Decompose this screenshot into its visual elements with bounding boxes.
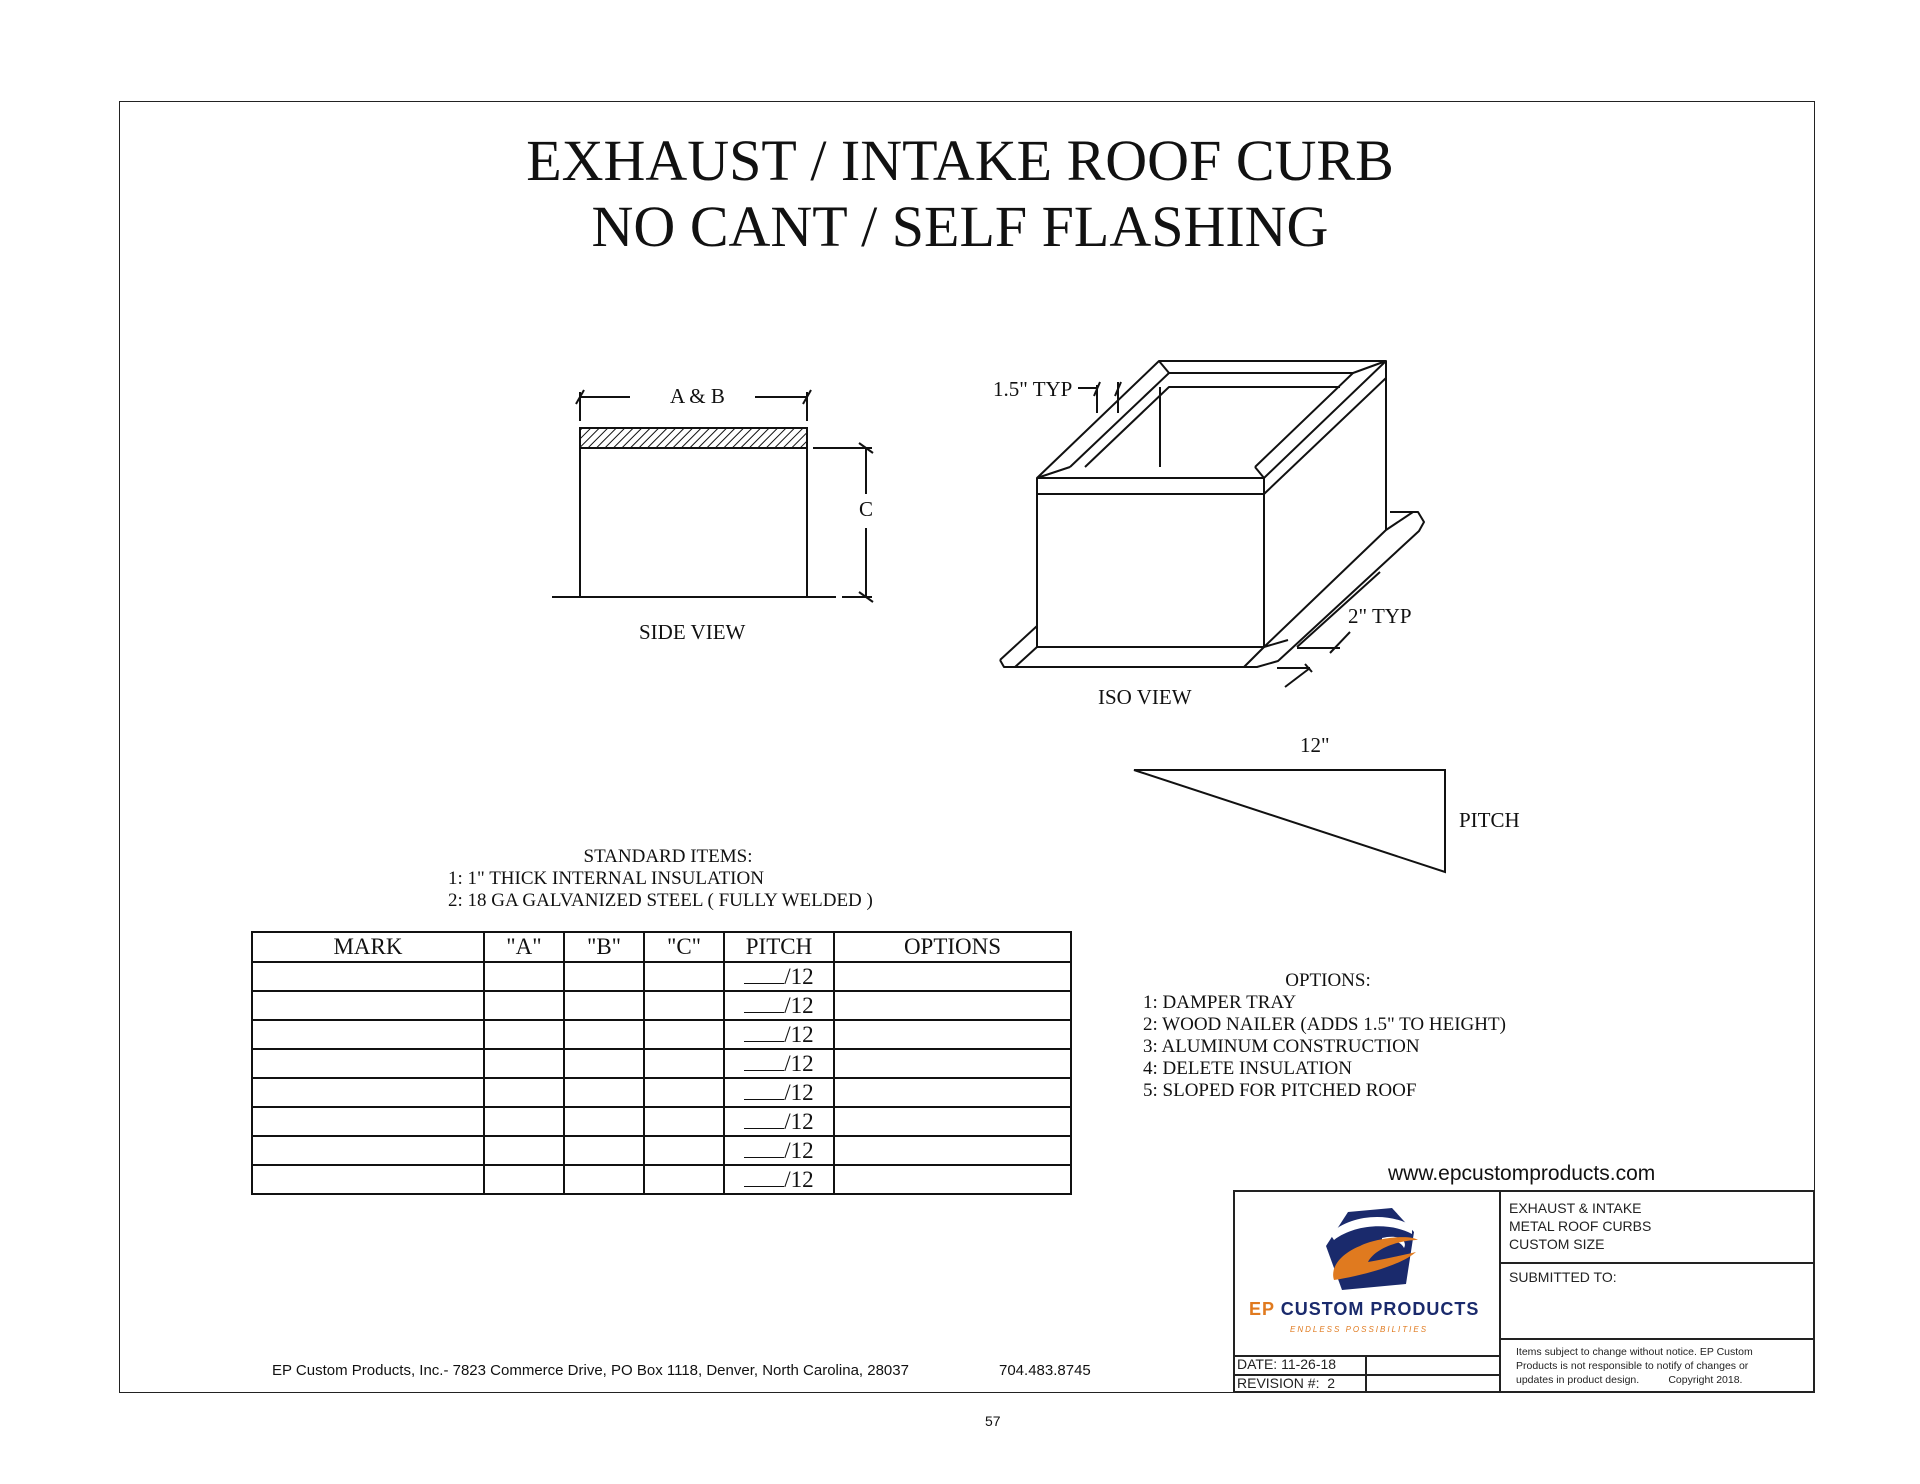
logo-ep-text: EP — [1249, 1299, 1275, 1319]
standard-item: 2: 18 GA GALVANIZED STEEL ( FULLY WELDED ) — [448, 890, 873, 911]
pitch-suffix: /12 — [784, 1138, 814, 1163]
options-cell[interactable] — [834, 1136, 1071, 1165]
b-cell[interactable] — [564, 1049, 644, 1078]
product-line: CUSTOM SIZE — [1509, 1236, 1605, 1252]
b-cell[interactable] — [564, 1078, 644, 1107]
disclaimer-line: Items subject to change without notice. EP Custom — [1516, 1346, 1753, 1358]
c-cell[interactable] — [644, 991, 724, 1020]
a-cell[interactable] — [484, 1020, 564, 1049]
page-title-line2: NO CANT / SELF FLASHING — [591, 194, 1329, 259]
side-view-width-label: A & B — [670, 384, 725, 408]
options-cell[interactable] — [834, 1165, 1071, 1194]
table-row — [252, 1020, 1071, 1049]
company-address: EP Custom Products, Inc.- 7823 Commerce Drive, PO Box 1118, Denver, North Carolina, 28037 — [272, 1362, 909, 1379]
c-cell[interactable] — [644, 1078, 724, 1107]
disclaimer-line: Products is not responsible to notify of changes or — [1516, 1360, 1749, 1372]
pitch-blank[interactable] — [744, 1021, 784, 1042]
table-header-row — [252, 932, 1071, 962]
mark-cell[interactable] — [252, 1078, 484, 1107]
side-view-drawing — [552, 390, 873, 602]
a-cell[interactable] — [484, 1107, 564, 1136]
submitted-to-label: SUBMITTED TO: — [1509, 1269, 1617, 1285]
pitch-suffix: /12 — [784, 993, 814, 1018]
mark-cell[interactable] — [252, 962, 484, 991]
iso-view-caption: ISO VIEW — [1098, 685, 1192, 709]
standard-item: 1: 1" THICK INTERNAL INSULATION — [448, 868, 764, 889]
pitch-suffix: /12 — [784, 1167, 814, 1192]
disclaimer — [1516, 1345, 1753, 1387]
disclaimer-line: updates in product design. Copyright 2018. — [1516, 1374, 1743, 1386]
iso-view-drawing — [1000, 361, 1424, 687]
ep-logo-icon — [1320, 1204, 1420, 1304]
a-cell[interactable] — [484, 962, 564, 991]
standard-items-block — [448, 846, 888, 912]
options-heading: OPTIONS: — [1285, 970, 1371, 991]
pitch-cell[interactable] — [724, 991, 834, 1020]
pitch-blank[interactable] — [744, 963, 784, 984]
pitch-blank[interactable] — [744, 1108, 784, 1129]
pitch-cell[interactable] — [724, 962, 834, 991]
pitch-cell[interactable] — [724, 1049, 834, 1078]
b-cell[interactable] — [564, 962, 644, 991]
options-cell[interactable] — [834, 1049, 1071, 1078]
table-row — [252, 1165, 1071, 1194]
column-header-mark: MARK — [252, 932, 484, 962]
mark-cell[interactable] — [252, 1020, 484, 1049]
logo-wordmark — [1249, 1299, 1479, 1320]
a-cell[interactable] — [484, 991, 564, 1020]
options-cell[interactable] — [834, 1078, 1071, 1107]
mark-cell[interactable] — [252, 1049, 484, 1078]
b-cell[interactable] — [564, 1136, 644, 1165]
option-item: 4: DELETE INSULATION — [1143, 1058, 1352, 1079]
table-row — [252, 1136, 1071, 1165]
company-phone: 704.483.8745 — [999, 1362, 1091, 1379]
c-cell[interactable] — [644, 1165, 724, 1194]
column-header-options: OPTIONS — [834, 932, 1071, 962]
mark-cell[interactable] — [252, 991, 484, 1020]
option-item: 3: ALUMINUM CONSTRUCTION — [1143, 1036, 1420, 1057]
table-row — [252, 1078, 1071, 1107]
pitch-run-label: 12" — [1300, 733, 1330, 757]
side-view-height-label: C — [859, 497, 874, 521]
b-cell[interactable] — [564, 1107, 644, 1136]
pitch-cell[interactable] — [724, 1165, 834, 1194]
b-cell[interactable] — [564, 991, 644, 1020]
option-item: 1: DAMPER TRAY — [1143, 992, 1297, 1013]
options-cell[interactable] — [834, 1020, 1071, 1049]
title-block-divider — [1365, 1355, 1367, 1393]
pitch-cell[interactable] — [724, 1078, 834, 1107]
pitch-suffix: /12 — [784, 1051, 814, 1076]
product-description — [1509, 1199, 1651, 1253]
column-header-b: "B" — [564, 932, 644, 962]
pitch-suffix: /12 — [784, 1080, 814, 1105]
mark-cell[interactable] — [252, 1136, 484, 1165]
option-item: 5: SLOPED FOR PITCHED ROOF — [1143, 1080, 1417, 1101]
pitch-blank[interactable] — [744, 1079, 784, 1100]
logo-company-text: CUSTOM PRODUCTS — [1280, 1299, 1480, 1319]
options-cell[interactable] — [834, 991, 1071, 1020]
table-row — [252, 1107, 1071, 1136]
pitch-blank[interactable] — [744, 1050, 784, 1071]
c-cell[interactable] — [644, 1107, 724, 1136]
c-cell[interactable] — [644, 962, 724, 991]
table-row — [252, 1049, 1071, 1078]
curb-schedule-table — [251, 931, 1072, 1195]
c-cell[interactable] — [644, 1136, 724, 1165]
pitch-triangle-drawing — [1134, 770, 1445, 872]
website-link[interactable]: www.epcustomproducts.com — [1388, 1162, 1656, 1185]
column-header-c: "C" — [644, 932, 724, 962]
table-row — [252, 962, 1071, 991]
column-header-pitch: PITCH — [724, 932, 834, 962]
pitch-suffix: /12 — [784, 1109, 814, 1134]
c-cell[interactable] — [644, 1020, 724, 1049]
mark-cell[interactable] — [252, 1107, 484, 1136]
title-block-divider — [1499, 1190, 1501, 1393]
page-title-line1: EXHAUST / INTAKE ROOF CURB — [526, 128, 1394, 193]
page-number: 57 — [985, 1413, 1001, 1429]
pitch-blank[interactable] — [744, 1137, 784, 1158]
options-cell[interactable] — [834, 962, 1071, 991]
side-view-caption: SIDE VIEW — [639, 620, 746, 644]
a-cell[interactable] — [484, 1165, 564, 1194]
table-row — [252, 991, 1071, 1020]
b-cell[interactable] — [564, 1020, 644, 1049]
pitch-blank[interactable] — [744, 1166, 784, 1187]
c-cell[interactable] — [644, 1049, 724, 1078]
product-line: EXHAUST & INTAKE — [1509, 1200, 1642, 1216]
pitch-cell[interactable] — [724, 1136, 834, 1165]
b-cell[interactable] — [564, 1165, 644, 1194]
standard-items-heading: STANDARD ITEMS: — [583, 846, 753, 867]
pitch-suffix: /12 — [784, 1022, 814, 1047]
option-item: 2: WOOD NAILER (ADDS 1.5" TO HEIGHT) — [1143, 1014, 1506, 1035]
product-line: METAL ROOF CURBS — [1509, 1218, 1652, 1234]
pitch-suffix: /12 — [784, 964, 814, 989]
a-cell[interactable] — [484, 1136, 564, 1165]
a-cell[interactable] — [484, 1049, 564, 1078]
options-block — [1143, 970, 1513, 1102]
a-cell[interactable] — [484, 1078, 564, 1107]
mark-cell[interactable] — [252, 1165, 484, 1194]
iso-view-base-label: 2" TYP — [1348, 604, 1412, 628]
pitch-blank[interactable] — [744, 992, 784, 1013]
revision-label: REVISION #: 2 — [1237, 1375, 1336, 1391]
options-cell[interactable] — [834, 1107, 1071, 1136]
iso-view-flange-label: 1.5" TYP — [993, 377, 1073, 401]
pitch-cell[interactable] — [724, 1107, 834, 1136]
title-block-divider — [1499, 1262, 1815, 1264]
pitch-cell[interactable] — [724, 1020, 834, 1049]
pitch-rise-label: PITCH — [1459, 808, 1520, 832]
title-block-divider — [1499, 1338, 1815, 1340]
column-header-a: "A" — [484, 932, 564, 962]
date-label: DATE: 11-26-18 — [1237, 1356, 1337, 1372]
logo-tagline: ENDLESS POSSIBILITIES — [1290, 1325, 1429, 1334]
